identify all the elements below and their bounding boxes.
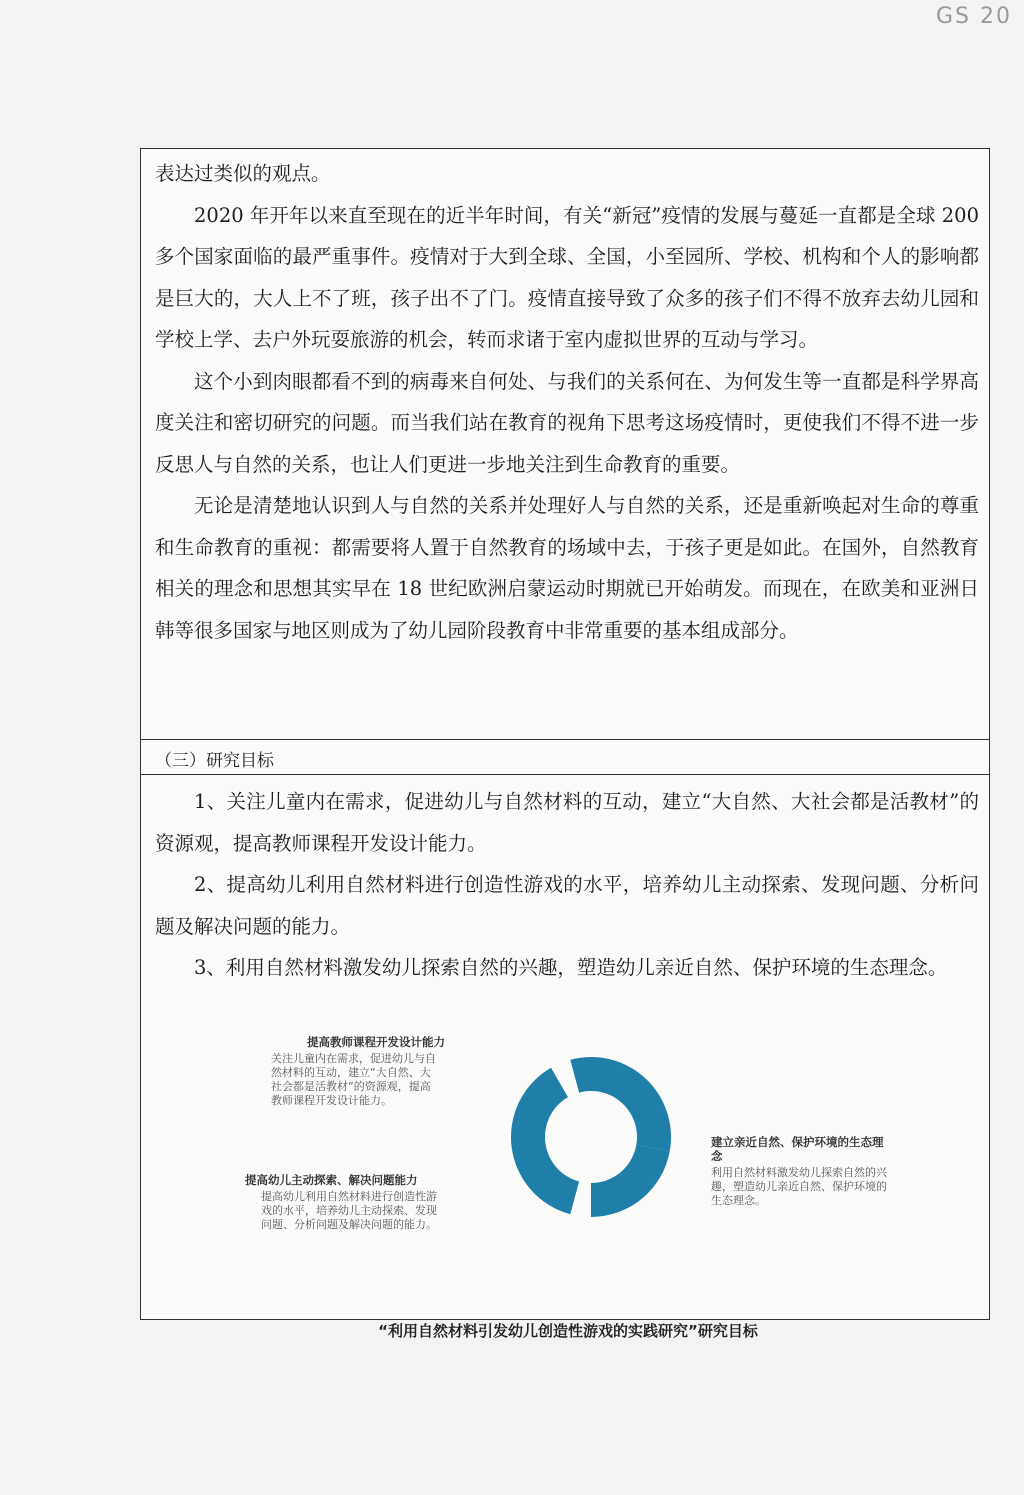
corner-mark: GS 20 xyxy=(936,4,1012,29)
ring-segment-3 xyxy=(591,1145,670,1217)
section-header: （三）研究目标 xyxy=(141,739,989,775)
document-sheet xyxy=(140,148,990,1340)
figure-caption: “利用自然材料引发幼儿创造性游戏的实践研究”研究目标 xyxy=(378,1322,758,1340)
goal-item-3: 3、利用自然材料激发幼儿探索自然的兴趣，塑造幼儿亲近自然、保护环境的生态理念。 xyxy=(194,956,948,979)
figure-block-ecology xyxy=(711,1135,891,1208)
figure-block-teacher xyxy=(271,1035,471,1108)
paragraph-epidemic: 2020 年开年以来直至现在的近半年时间，有关“新冠”疫情的发展与蔓延一直都是全球 200 多个国家面临的最严重事件。疫情对于大到全球、全国，小至园所、学校、机构和个人的影响都是巨大的，大人上不了班，孩子出不了门。疫情直接导致了众多的孩子们不得不放弃去幼儿园和学校上学、去户外玩耍旅游的机会，转而求诸于室内虚拟世界的互动与学习。 xyxy=(155,203,979,351)
paragraph-nature-education: 无论是清楚地认识到人与自然的关系并处理好人与自然的关系，还是重新唤起对生命的尊重和生命教育的重视：都需要将人置于自然教育的场域中去，于孩子更是如此。在国外，自然教育相关的理念和思想其实早在 18 世纪欧洲启蒙运动时期就已开始萌发。而现在，在欧美和亚洲日韩等很多国家与地区则成为了幼儿园阶段教育中非常重要的基本组成部分。 xyxy=(155,494,979,642)
continuation-text: 表达过类似的观点。 xyxy=(155,162,331,185)
ring-segment-1 xyxy=(511,1068,579,1215)
figure-block-title: 建立亲近自然、保护环境的生态理念 xyxy=(711,1135,884,1163)
figure-block-text: 提高幼儿利用自然材料进行创造性游戏的水平，培养幼儿主动探索、发现问题、分析问题及解决问题的能力。 xyxy=(261,1190,437,1231)
figure-block-title: 提高教师课程开发设计能力 xyxy=(307,1035,445,1049)
goals-figure xyxy=(203,1035,933,1340)
goal-item-1: 1、关注儿童内在需求，促进幼儿与自然材料的互动，建立“大自然、大社会都是活教材”的资源观，提高教师课程开发设计能力。 xyxy=(155,790,979,855)
background-section xyxy=(141,149,989,739)
ring-segment-2 xyxy=(570,1057,671,1151)
figure-block-text: 关注儿童内在需求，促进幼儿与自然材料的互动，建立“大自然、大社会都是活教材”的资源观，提高教师课程开发设计能力。 xyxy=(271,1052,436,1107)
figure-block-title: 提高幼儿主动探索、解决问题能力 xyxy=(245,1173,418,1187)
goal-item-2: 2、提高幼儿利用自然材料进行创造性游戏的水平，培养幼儿主动探索、发现问题、分析问题及解决问题的能力。 xyxy=(155,873,979,938)
figure-block-children xyxy=(245,1173,465,1232)
paragraph-virus: 这个小到肉眼都看不到的病毒来自何处、与我们的关系何在、为何发生等一直都是科学界高度关注和密切研究的问题。而当我们站在教育的视角下思考这场疫情时，更使我们不得不进一步反思人与自然的关系，也让人们更进一步地关注到生命教育的重要。 xyxy=(155,369,979,476)
goals-section xyxy=(141,775,989,1340)
ring-diagram xyxy=(473,1055,713,1225)
figure-block-text: 利用自然材料激发幼儿探索自然的兴趣，塑造幼儿亲近自然、保护环境的生态理念。 xyxy=(711,1166,887,1207)
